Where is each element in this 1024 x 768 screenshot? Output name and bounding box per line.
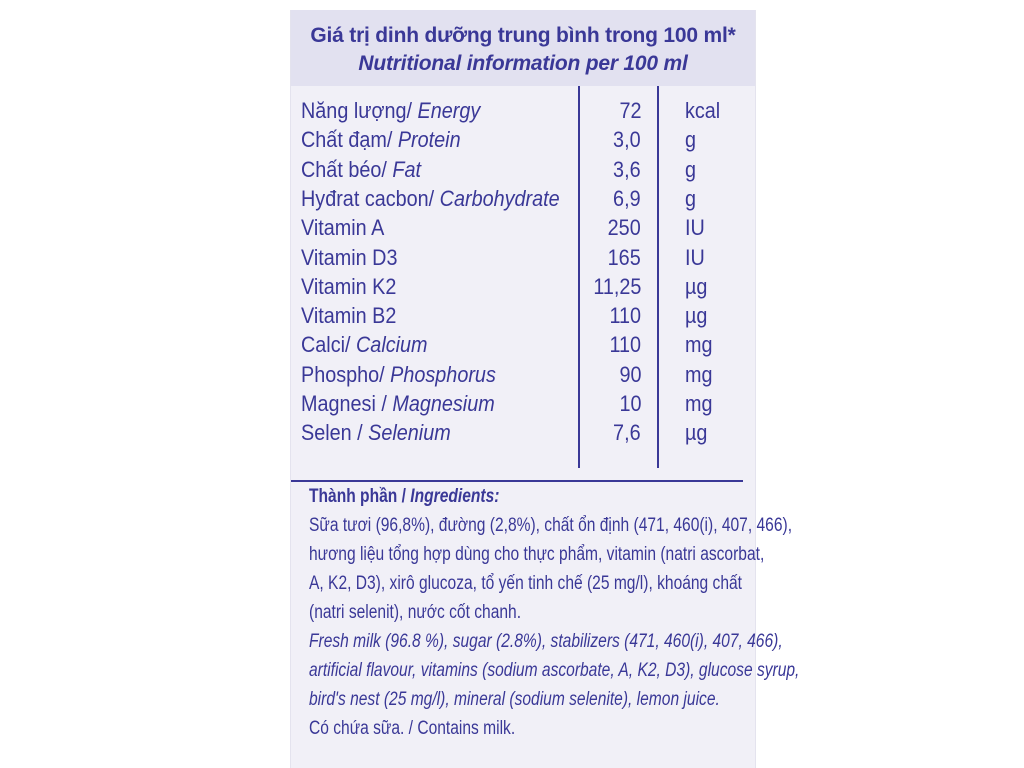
nutrient-unit: µg [685,273,708,299]
nutrient-name-vi: Vitamin D3 [301,244,398,270]
nutrient-value: 250 [607,215,641,241]
nutrient-name-vi: Chất đạm/ [301,127,398,153]
nutrient-name-vi: Calci/ [301,332,357,358]
nutrient-value: 3,6 [613,156,641,182]
nutrition-label-panel [290,10,800,768]
nutrient-name [301,213,384,243]
nutrient-unit: g [685,127,697,153]
ingredients-title [309,482,670,511]
nutrient-name [301,389,495,419]
nutrient-name-en: Energy [417,98,481,123]
nutrient-value: 110 [609,303,641,329]
ingredients-en-line: bird's nest (25 mg/l), mineral (sodium selenite), lemon juice. [309,689,720,710]
nutrient-row [291,272,743,302]
nutrient-name [301,96,480,126]
ingredients-en-line: Fresh milk (96.8 %), sugar (2.8%), stabilizers (471, 460(i), 407, 466), [309,631,783,652]
nutrient-name [301,155,421,185]
nutrient-value: 165 [607,244,641,270]
ingredients-vi-line: A, K2, D3), xirô glucoza, tổ yến tinh chế (25 mg/l), khoáng chất [309,573,743,594]
nutrient-name [301,330,428,360]
title-english: Nutritional information per 100 ml [358,52,688,75]
nutrient-unit: µg [685,303,708,329]
nutrient-unit: mg [685,391,713,416]
nutrient-name-en: Protein [397,127,461,153]
nutrient-name [301,243,397,273]
nutrient-name-vi: Chất béo/ [301,156,393,182]
nutrient-unit: mg [685,332,713,358]
nutrient-value: 10 [618,391,641,416]
nutrient-row [291,184,743,214]
nutrient-name-vi: Vitamin A [301,215,385,241]
label-header [291,10,755,86]
nutrient-name [301,301,396,331]
nutrient-unit: mg [685,361,713,387]
nutrient-row [291,389,743,419]
nutrient-row [291,360,743,390]
nutrient-row [291,125,743,155]
nutrient-row [291,243,743,273]
nutrient-name-en: Calcium [356,332,428,358]
nutrient-unit: µg [685,420,708,446]
nutrient-row [291,96,743,126]
nutrient-name-vi: Selen / [301,420,369,446]
nutrient-unit: kcal [685,98,721,123]
nutrient-value: 11,25 [592,273,641,299]
ingredients-title-vi: Thành phần / [309,486,411,507]
nutrient-value: 3,0 [613,127,641,153]
nutrient-name-en: Fat [392,156,421,182]
nutrient-value: 110 [609,332,641,358]
nutrient-row [291,418,743,448]
allergen-statement: Có chứa sữa. / Contains milk. [309,718,516,739]
nutrient-name-en: Carbohydrate [439,185,560,211]
nutrient-name-vi: Năng lượng/ [301,98,418,123]
ingredients-vi-line: Sữa tươi (96,8%), đường (2,8%), chất ổn định (471, 460(i), 407, 466), [309,515,793,536]
ingredients-title-en: Ingredients: [410,486,500,507]
nutrient-name [301,360,496,390]
nutrient-row [291,330,743,360]
nutrient-name-en: Selenium [368,420,451,446]
ingredients-en-line: artificial flavour, vitamins (sodium ascorbate, A, K2, D3), glucose syrup, [309,660,800,681]
nutrient-unit: g [685,156,697,182]
ingredients-section [309,482,800,743]
nutrient-value: 72 [618,98,641,123]
nutrient-name-vi: Hyđrat cacbon/ [301,185,440,211]
nutrient-unit: g [685,185,697,211]
nutrient-value: 90 [618,361,641,387]
nutrient-name [301,272,396,302]
nutrient-name [301,418,451,448]
nutrient-name [301,184,560,214]
title-vietnamese: Giá trị dinh dưỡng trung bình trong 100 ml* [310,24,736,47]
nutrient-unit: IU [685,215,705,241]
nutrient-name-vi: Phospho/ [301,361,391,387]
nutrient-name-vi: Magnesi / [301,391,393,416]
nutrient-unit: IU [685,244,705,270]
nutrient-row [291,301,743,331]
nutrient-value: 6,9 [613,185,641,211]
nutrient-name-en: Magnesium [392,391,495,416]
ingredients-vi-line: hương liệu tổng hợp dùng cho thực phẩm, vitamin (natri ascorbat, [309,544,765,565]
nutrient-name-vi: Vitamin B2 [301,303,397,329]
nutrient-name [301,125,461,155]
nutrient-row [291,155,743,185]
nutrient-name-en: Phosphorus [390,361,496,387]
nutrient-name-vi: Vitamin K2 [301,273,397,299]
nutrient-value: 7,6 [613,420,641,446]
ingredients-vi-line: (natri selenit), nước cốt chanh. [309,602,522,623]
nutrition-table [291,86,743,482]
nutrient-row [291,213,743,243]
